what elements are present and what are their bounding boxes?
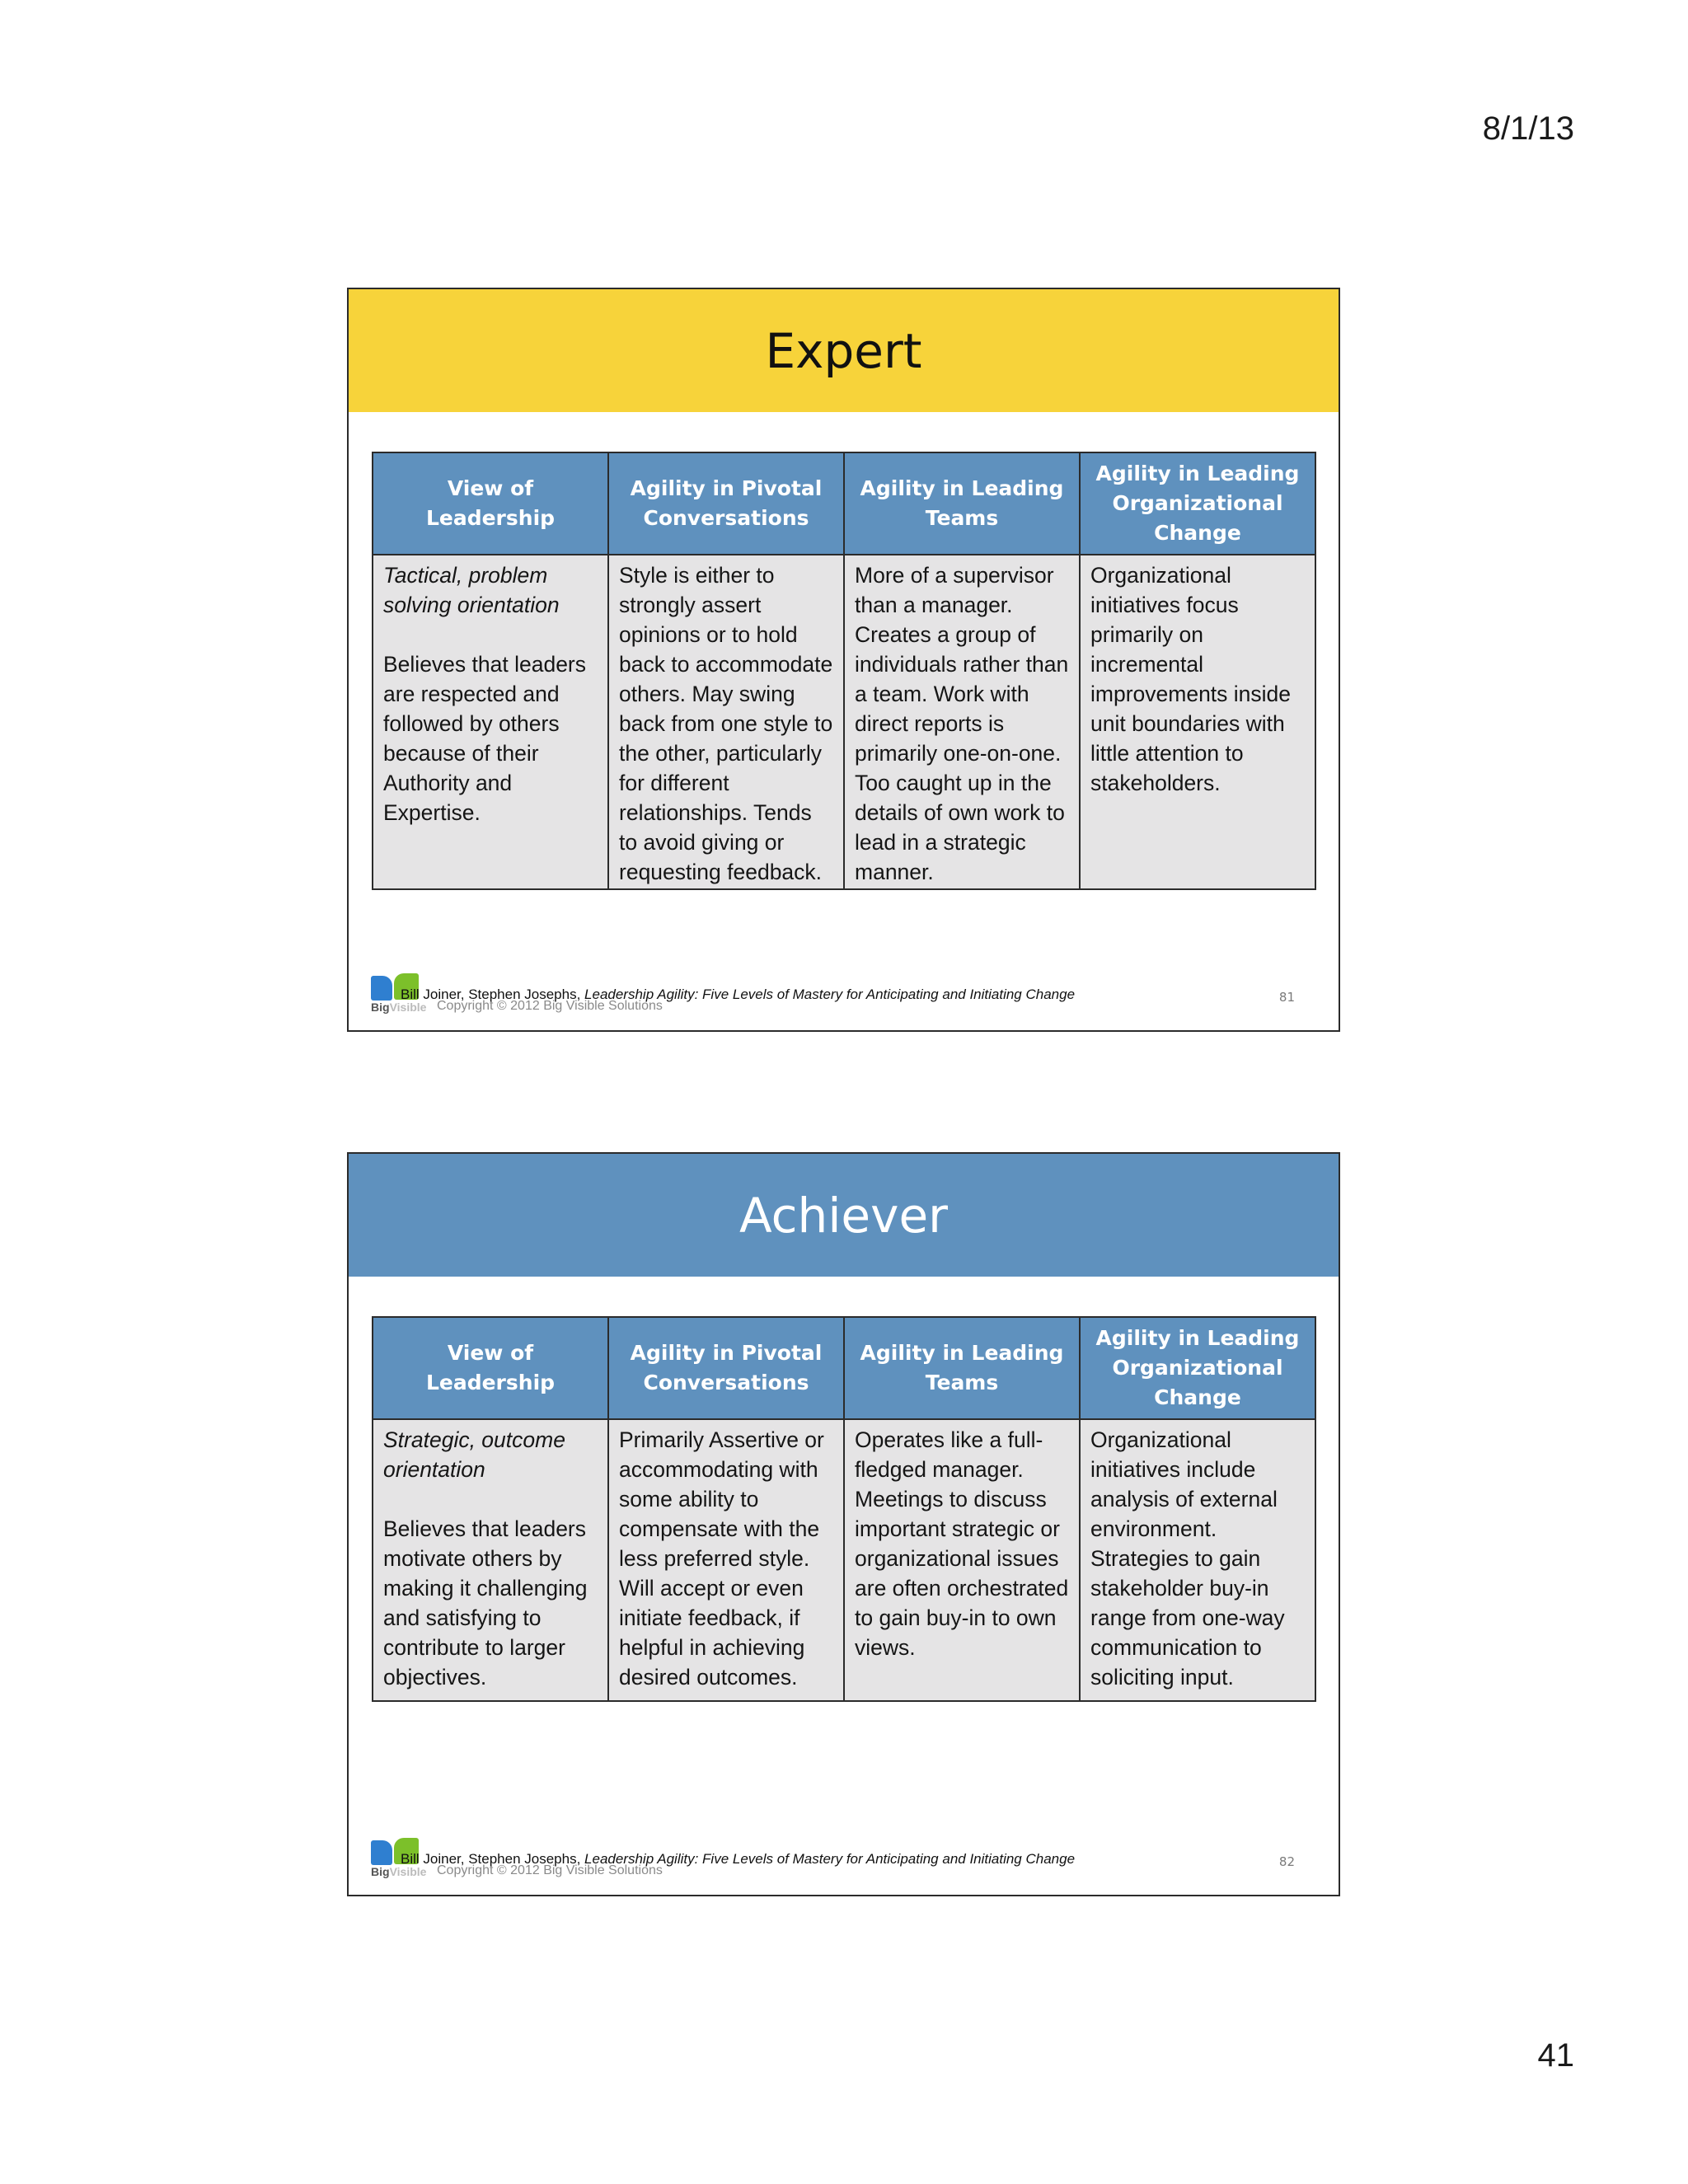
cell-pivotal-conversations: Primarily Assertive or accommodating with some ability to compensate with the less preferred style. Will accept or even initiate feedback, if helpful in achieving desired outcomes. [608, 1419, 844, 1701]
table-header-row [373, 452, 1315, 555]
header-leading-teams: Agility in Leading Teams [844, 452, 1080, 555]
page-number: 41 [1537, 2037, 1574, 2074]
citation [401, 987, 1075, 1003]
table-row [373, 555, 1315, 889]
slide-footer [369, 1838, 1317, 1879]
slide-number: 82 [1278, 1854, 1295, 1869]
cell-view-of-leadership [373, 1419, 608, 1701]
big-visible-logo: BigVisible [369, 973, 427, 1015]
view-belief: Believes that leaders motivate others by making it challenging and satisfying to contribute to larger objectives. [383, 1516, 588, 1690]
view-orientation: Tactical, problem solving orientation [383, 563, 560, 617]
slide-footer [369, 973, 1317, 1015]
slide-title: Expert [765, 322, 922, 379]
slide-title-bar [349, 1154, 1339, 1277]
cell-leading-teams: Operates like a full-fledged manager. Meetings to discuss important strategic or organizational issues are often orchestrated to gain buy-in to own views. [844, 1419, 1080, 1701]
cell-leading-teams: More of a supervisor than a manager. Creates a group of individuals rather than a team. Work with direct reports is primarily one-on-one. Too caught up in the details of own work to lead in a strategic manner. [844, 555, 1080, 889]
citation-book: Leadership Agility: Five Levels of Mastery for Anticipating and Initiating Change [584, 1851, 1076, 1867]
cell-pivotal-conversations: Style is either to strongly assert opinions or to hold back to accommodate others. May swing back from one style to the other, particularly for different relationships. Tends to avoid giving or requesting feedback. [608, 555, 844, 889]
view-belief: Believes that leaders are respected and followed by others because of their Authority and Expertise. [383, 652, 587, 825]
header-organizational-change: Agility in Leading Organizational Change [1080, 452, 1315, 555]
slide-number: 81 [1278, 990, 1295, 1005]
copyright-text: Copyright © 2012 Big Visible Solutions [437, 999, 663, 1013]
cell-view-of-leadership [373, 555, 608, 889]
view-orientation: Strategic, outcome orientation [383, 1427, 565, 1482]
slide-title: Achiever [739, 1187, 948, 1244]
citation-authors: Bill Joiner, Stephen Josephs, [401, 1851, 585, 1867]
slide-achiever [347, 1152, 1340, 1896]
page-date: 8/1/13 [1482, 110, 1574, 147]
header-organizational-change: Agility in Leading Organizational Change [1080, 1317, 1315, 1419]
leadership-table [372, 452, 1316, 890]
header-view-of-leadership: View of Leadership [373, 1317, 608, 1419]
citation-authors: Bill Joiner, Stephen Josephs, [401, 987, 585, 1002]
citation [401, 1851, 1075, 1868]
cell-organizational-change: Organizational initiatives include analysis of external environment. Strategies to gain stakeholder buy-in range from one-way communication to soliciting input. [1080, 1419, 1315, 1701]
citation-book: Leadership Agility: Five Levels of Mastery for Anticipating and Initiating Change [584, 987, 1076, 1002]
table-header-row [373, 1317, 1315, 1419]
table-row [373, 1419, 1315, 1701]
header-pivotal-conversations: Agility in Pivotal Conversations [608, 452, 844, 555]
leadership-table [372, 1316, 1316, 1702]
copyright-text: Copyright © 2012 Big Visible Solutions [437, 1863, 663, 1877]
header-view-of-leadership: View of Leadership [373, 452, 608, 555]
header-leading-teams: Agility in Leading Teams [844, 1317, 1080, 1419]
header-pivotal-conversations: Agility in Pivotal Conversations [608, 1317, 844, 1419]
big-visible-logo: BigVisible [369, 1838, 427, 1879]
cell-organizational-change: Organizational initiatives focus primarily on incremental improvements inside unit boundaries with little attention to stakeholders. [1080, 555, 1315, 889]
slide-title-bar [349, 289, 1339, 412]
slide-expert [347, 288, 1340, 1032]
